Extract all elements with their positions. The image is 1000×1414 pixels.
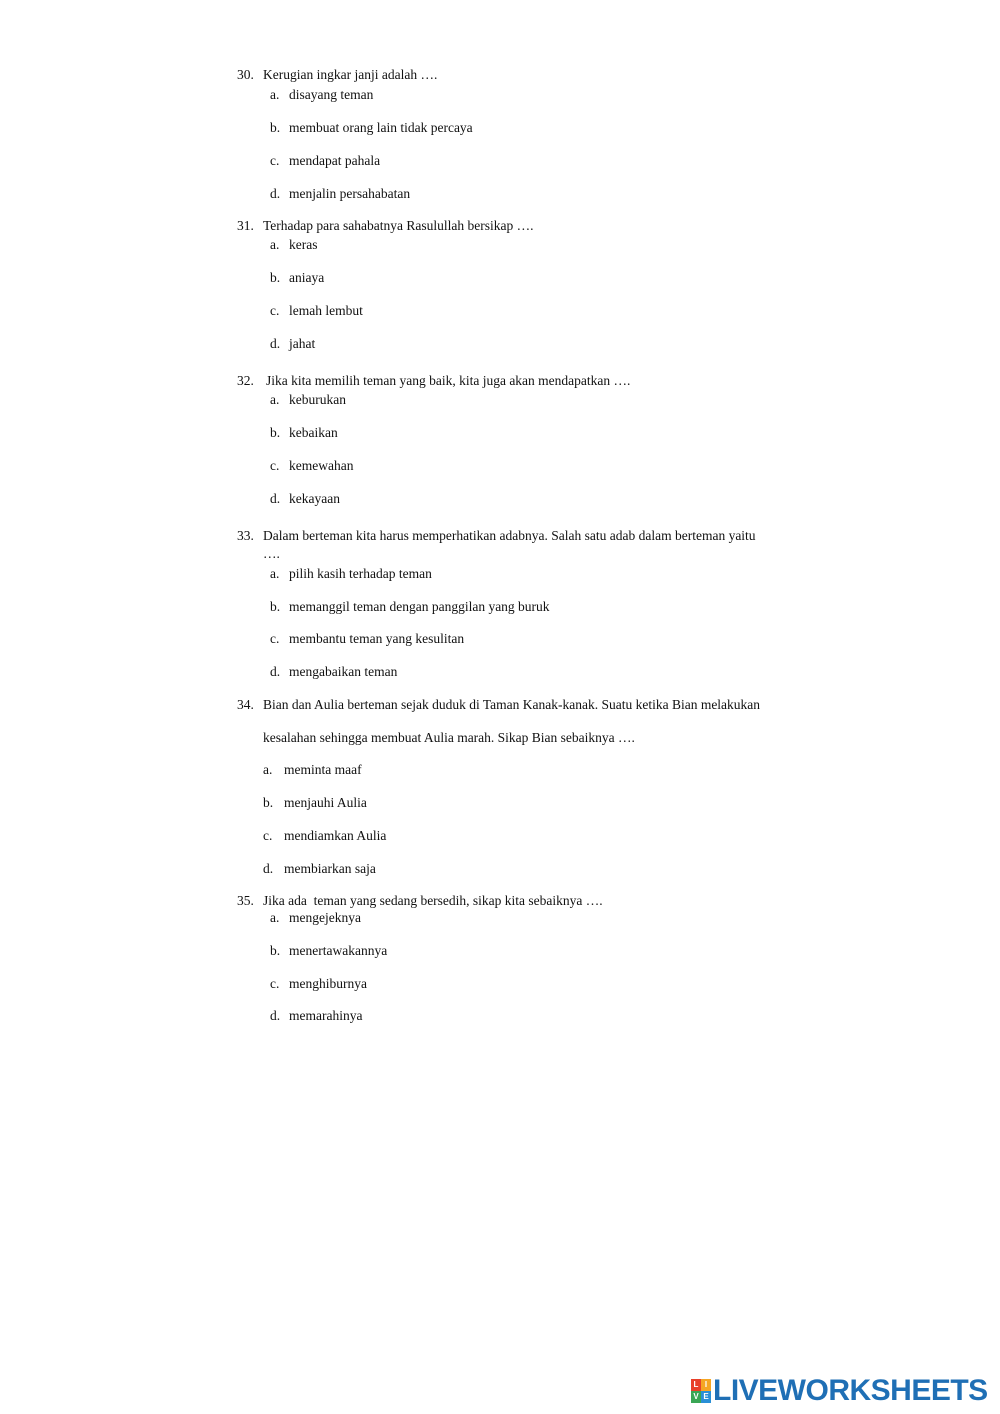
q33-option-a-letter: a. [270,566,280,581]
q33-option-d-text[interactable]: mengabaikan teman [289,664,398,679]
q32-option-a-text[interactable]: keburukan [289,392,346,407]
question-33-text: Dalam berteman kita harus memperhatikan adabnya. Salah satu adab dalam berteman yaitu [263,528,756,543]
q31-option-d-letter: d. [270,336,281,351]
q32-option-d-letter: d. [270,491,281,506]
q32-option-b-text[interactable]: kebaikan [289,425,338,440]
q34-option-c-letter: c. [263,828,273,843]
question-33-number: 33. [237,528,254,543]
q33-option-b-letter: b. [270,599,281,614]
q33-option-c-letter: c. [270,631,280,646]
q30-option-b-text[interactable]: membuat orang lain tidak percaya [289,120,473,135]
q30-option-c-text[interactable]: mendapat pahala [289,153,381,168]
question-31-text: Terhadap para sahabatnya Rasulullah bersikap …. [263,218,534,233]
q32-option-a-letter: a. [270,392,280,407]
q30-option-a-text[interactable]: disayang teman [289,87,374,102]
logo-tile-i: I [701,1379,711,1391]
q35-option-c-text[interactable]: menghiburnya [289,976,367,991]
q33-option-c-text[interactable]: membantu teman yang kesulitan [289,631,465,646]
q33-option-d-letter: d. [270,664,281,679]
liveworksheets-logo-mark [691,1379,711,1403]
question-33-text-continued: …. [263,546,280,561]
q35-option-a-letter: a. [270,910,280,925]
question-35-text: Jika ada teman yang sedang bersedih, sikap kita sebaiknya …. [263,893,603,908]
q32-option-c-letter: c. [270,458,280,473]
question-30-text: Kerugian ingkar janji adalah …. [263,67,438,82]
question-34-number: 34. [237,697,254,712]
q30-option-a-letter: a. [270,87,280,102]
q34-option-b-letter: b. [263,795,274,810]
q35-option-d-text[interactable]: memarahinya [289,1008,363,1023]
q34-option-a-letter: a. [263,762,273,777]
q34-option-a-text[interactable]: meminta maaf [284,762,362,777]
logo-tile-l: L [691,1379,701,1391]
q31-option-a-text[interactable]: keras [289,237,318,252]
q33-option-a-text[interactable]: pilih kasih terhadap teman [289,566,432,581]
q31-option-b-text[interactable]: aniaya [289,270,325,285]
question-31-number: 31. [237,218,254,233]
question-34-text: Bian dan Aulia berteman sejak duduk di Taman Kanak-kanak. Suatu ketika Bian melakukan [263,697,761,712]
q35-option-d-letter: d. [270,1008,281,1023]
q35-option-a-text[interactable]: mengejeknya [289,910,361,925]
logo-tile-e: E [701,1391,711,1403]
liveworksheets-logo [691,1375,988,1407]
liveworksheets-logo-text: LIVEWORKSHEETS [713,1374,988,1407]
question-34-text-continued: kesalahan sehingga membuat Aulia marah. Sikap Bian sebaiknya …. [263,730,635,745]
q34-option-d-text[interactable]: membiarkan saja [284,861,376,876]
question-32-text: Jika kita memilih teman yang baik, kita juga akan mendapatkan …. [266,373,631,388]
q31-option-c-letter: c. [270,303,280,318]
q31-option-a-letter: a. [270,237,280,252]
question-30-number: 30. [237,67,254,82]
q31-option-c-text[interactable]: lemah lembut [289,303,363,318]
q34-option-c-text[interactable]: mendiamkan Aulia [284,828,387,843]
q32-option-c-text[interactable]: kemewahan [289,458,354,473]
logo-tile-v: V [691,1391,701,1403]
q30-option-b-letter: b. [270,120,281,135]
q35-option-b-text[interactable]: menertawakannya [289,943,388,958]
q32-option-d-text[interactable]: kekayaan [289,491,340,506]
q30-option-d-text[interactable]: menjalin persahabatan [289,186,411,201]
q31-option-d-text[interactable]: jahat [289,336,316,351]
q30-option-d-letter: d. [270,186,281,201]
q31-option-b-letter: b. [270,270,281,285]
q34-option-b-text[interactable]: menjauhi Aulia [284,795,367,810]
q35-option-b-letter: b. [270,943,281,958]
q34-option-d-letter: d. [263,861,274,876]
q33-option-b-text[interactable]: memanggil teman dengan panggilan yang buruk [289,599,550,614]
question-35-number: 35. [237,893,254,908]
q35-option-c-letter: c. [270,976,280,991]
q32-option-b-letter: b. [270,425,281,440]
q30-option-c-letter: c. [270,153,280,168]
question-32-number: 32. [237,373,254,388]
